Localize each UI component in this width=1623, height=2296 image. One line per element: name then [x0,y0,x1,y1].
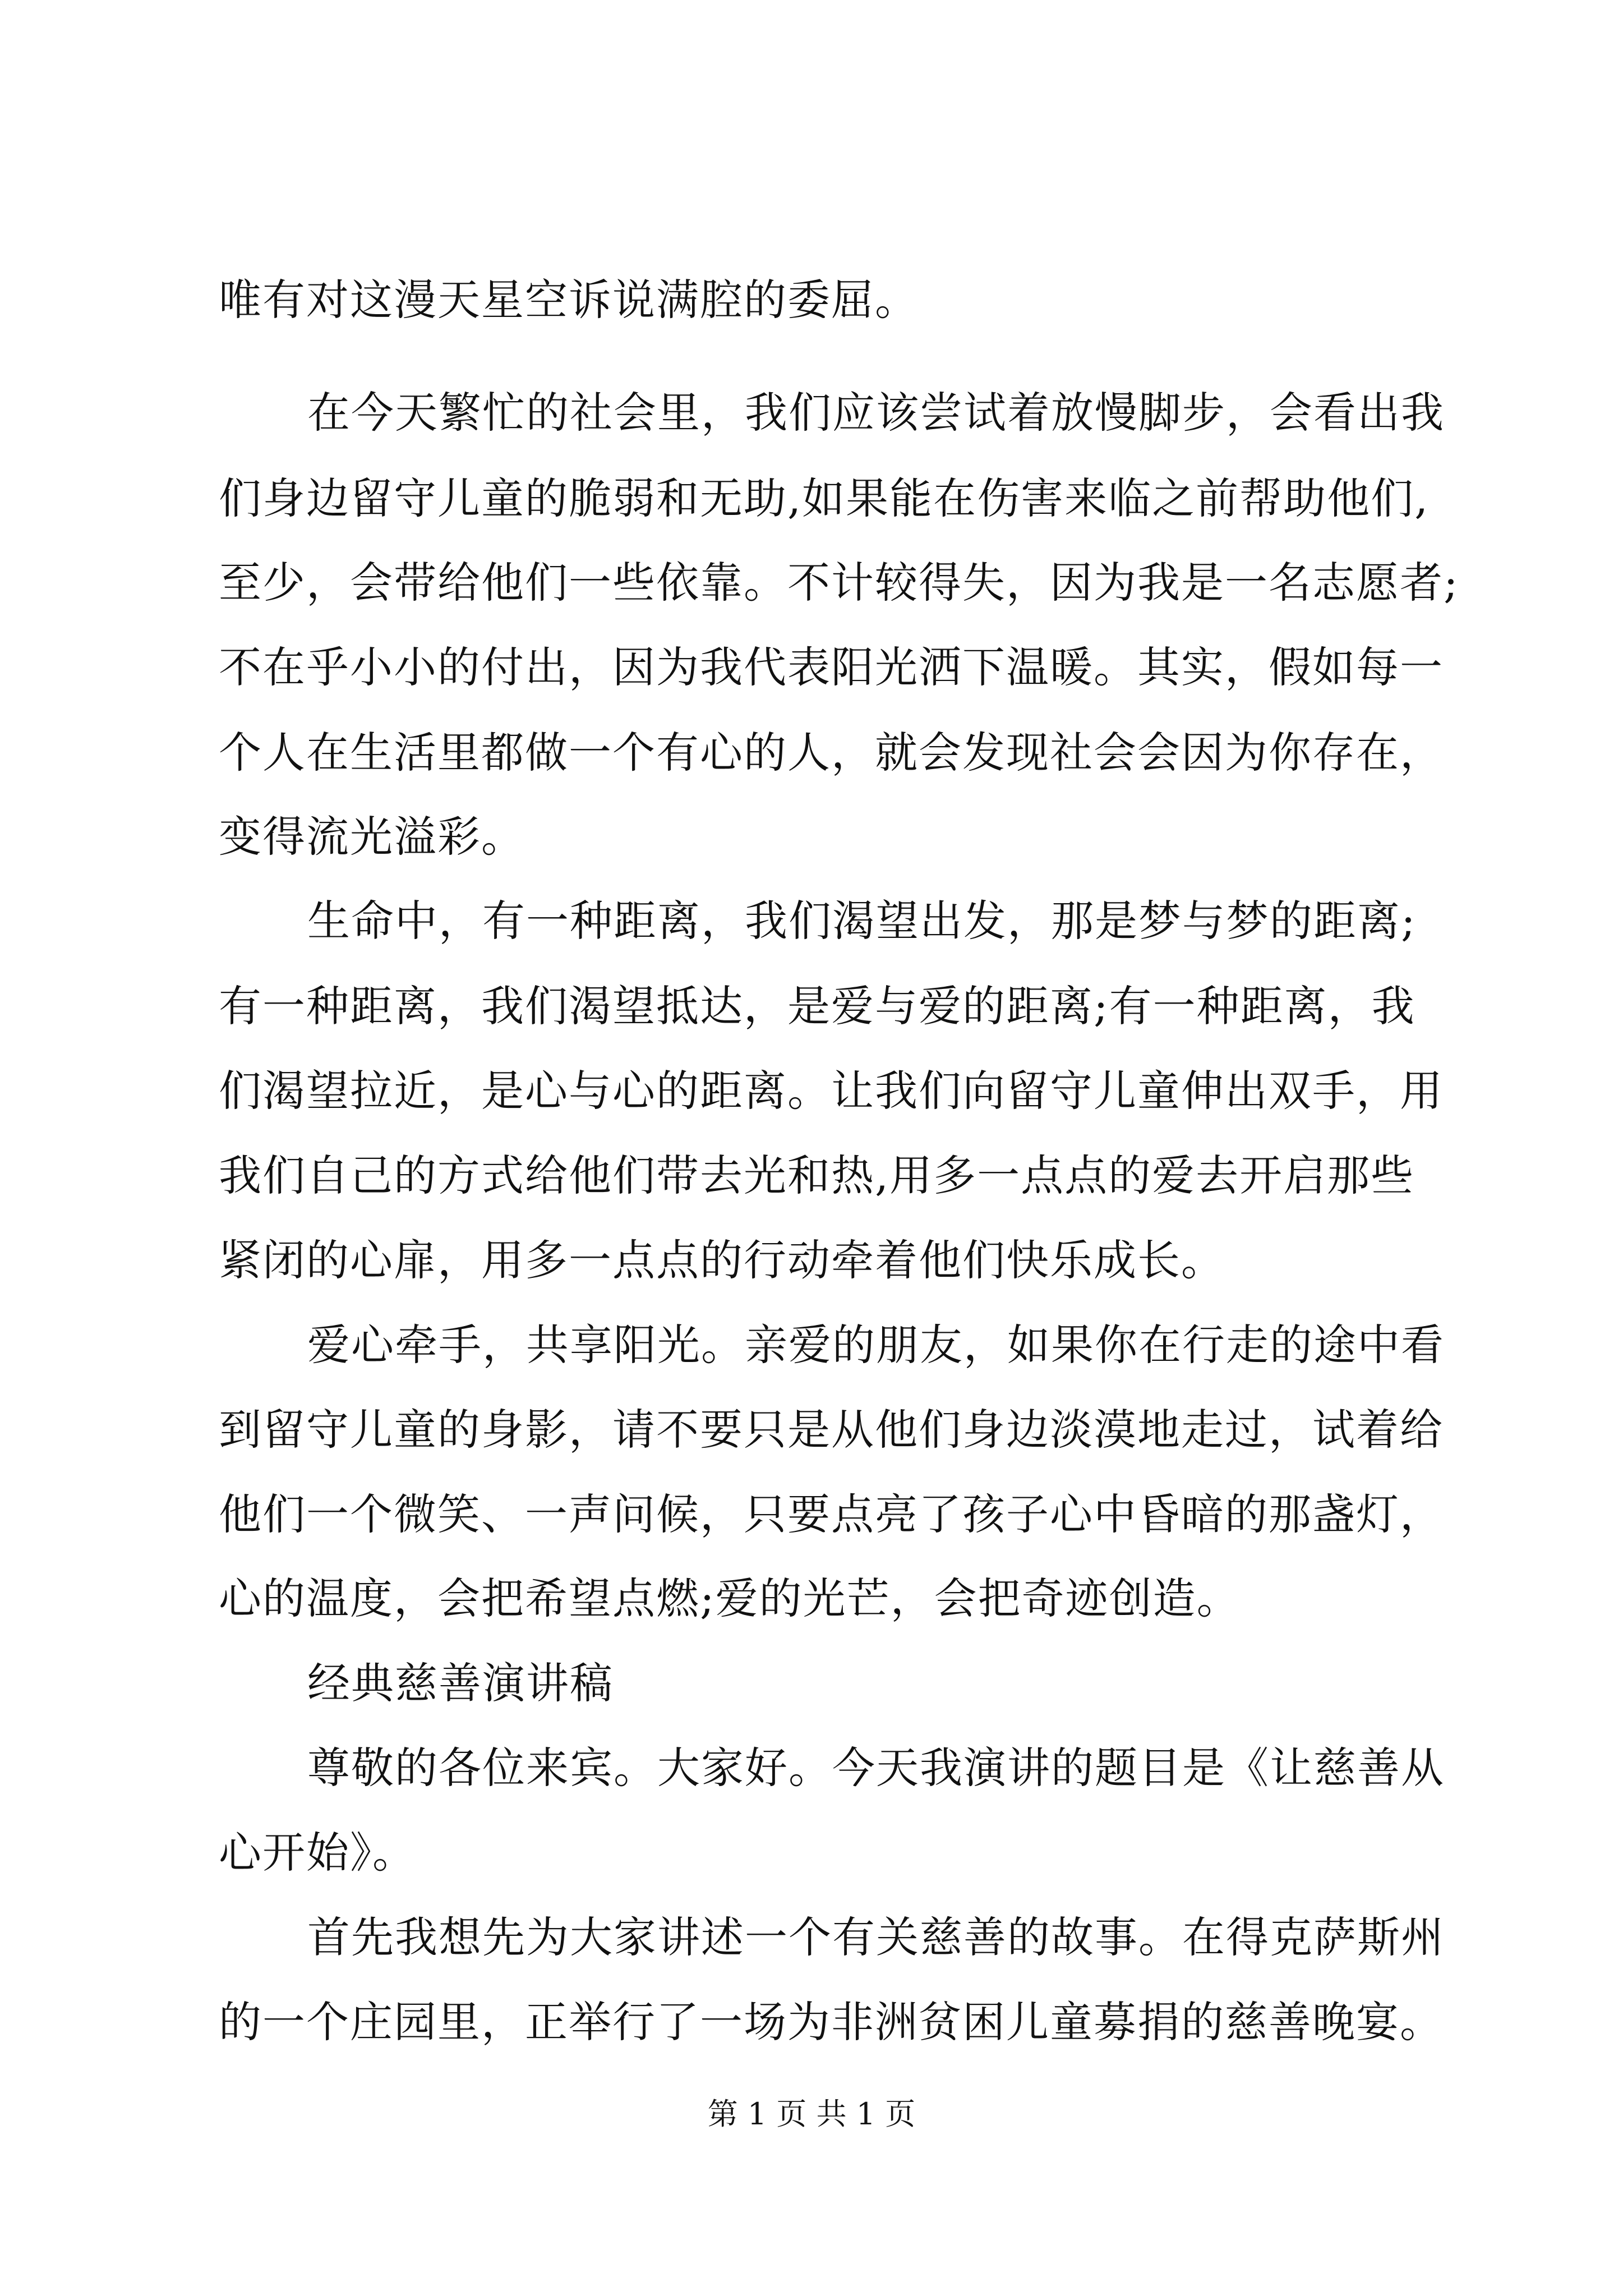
text-line: 至少，会带给他们一些依靠。不计较得失，因为我是一名志愿者; [219,558,1459,608]
text-line: 到留守儿童的身影，请不要只是从他们身边淡漠地走过，试着给 [219,1405,1444,1455]
paragraph-start-line: 尊敬的各位来宾。大家好。今天我演讲的题目是《让慈善从 [307,1743,1445,1793]
paragraph-start-line: 首先我想先为大家讲述一个有关慈善的故事。在得克萨斯州 [307,1912,1445,1962]
text-line: 变得流光溢彩。 [219,812,525,862]
paragraph-start-line: 生命中，有一种距离，我们渴望出发，那是梦与梦的距离; [307,896,1417,946]
text-line: 唯有对这漫天星空诉说满腔的委屈。 [219,275,919,325]
text-line: 心开始》。 [219,1828,416,1878]
text-line: 不在乎小小的付出，因为我代表阳光洒下温暖。其实，假如每一 [219,642,1444,692]
text-line: 的一个庄园里，正举行了一场为非洲贫困儿童募捐的慈善晚宴。 [219,1997,1444,2047]
text-line: 他们一个微笑、一声问候，只要点亮了孩子心中昏暗的那盏灯， [219,1489,1444,1539]
text-line: 个人在生活里都做一个有心的人，就会发现社会会因为你存在， [219,728,1444,777]
text-line: 们渴望拉近，是心与心的距离。让我们向留守儿童伸出双手，用 [219,1066,1444,1116]
page-number-footer: 第 1 页 共 1 页 [707,2096,916,2132]
text-line: 有一种距离，我们渴望抵达，是爱与爱的距离;有一种距离，我 [219,981,1415,1031]
text-line: 紧闭的心扉，用多一点点的行动牵着他们快乐成长。 [219,1235,1225,1285]
text-line: 心的温度，会把希望点燃;爱的光芒，会把奇迹创造。 [219,1573,1241,1623]
paragraph-start-line: 爱心牵手，共享阳光。亲爱的朋友，如果你在行走的途中看 [307,1320,1445,1370]
text-line: 们身边留守儿童的脆弱和无助,如果能在伤害来临之前帮助他们, [219,473,1430,523]
paragraph-start-line: 在今天繁忙的社会里，我们应该尝试着放慢脚步，会看出我 [307,388,1445,438]
section-heading: 经典慈善演讲稿 [307,1658,614,1708]
text-line: 我们自己的方式给他们带去光和热,用多一点点的爱去开启那些 [219,1151,1415,1200]
